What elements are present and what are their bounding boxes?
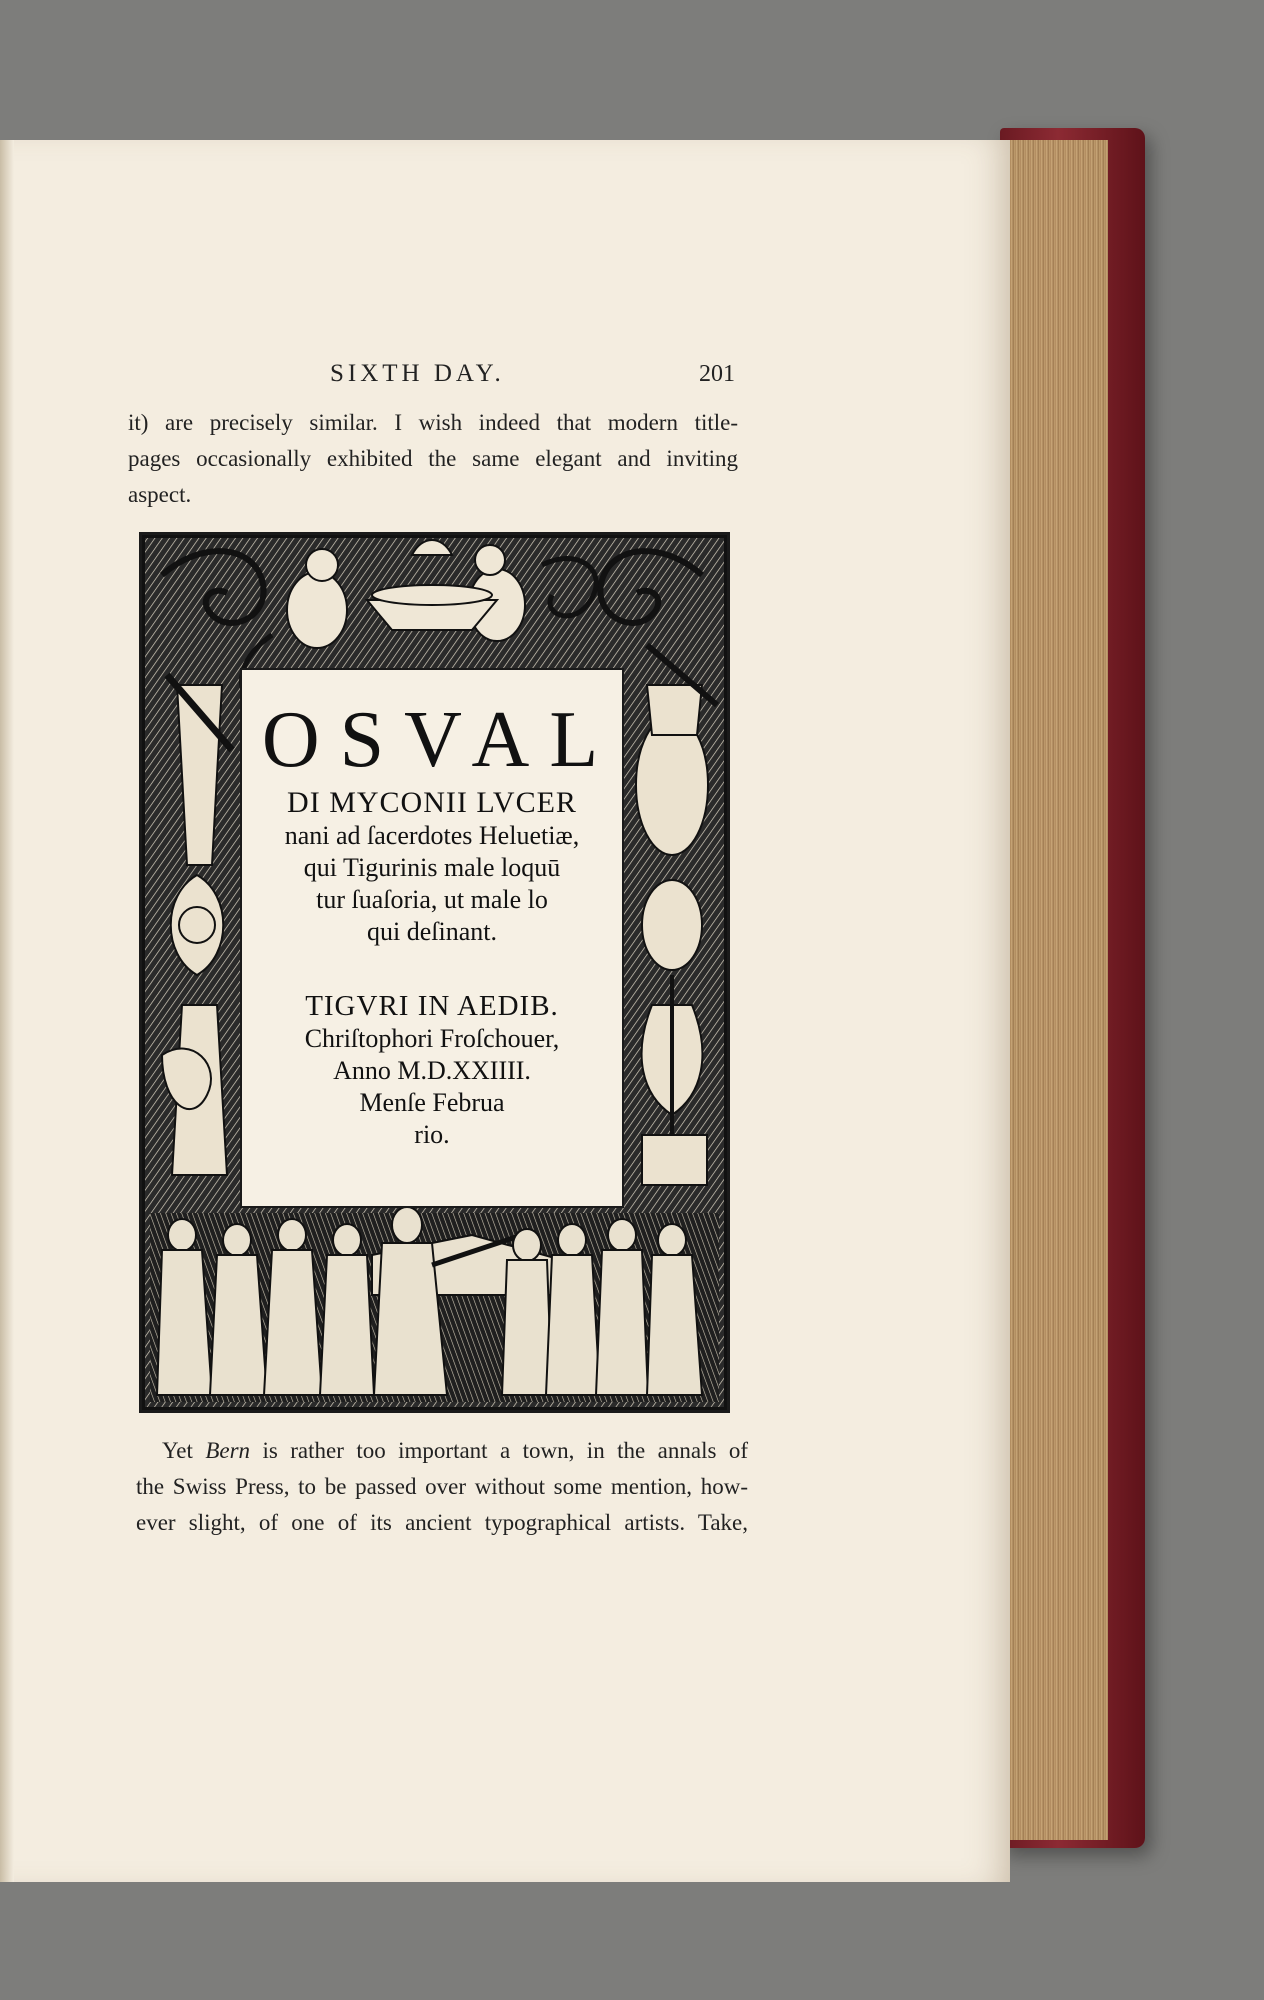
title-line-3: nani ad ſacerdotes Heluetiæ,: [284, 821, 580, 850]
page-number: 201: [699, 361, 735, 387]
running-head: [325, 360, 735, 394]
text-line: aspect.: [128, 482, 192, 507]
title-line-2: DI MYCONII LVCER: [287, 786, 577, 819]
paragraph-bottom: [136, 1433, 748, 1541]
title-line-6: qui deſinant.: [367, 917, 497, 946]
running-title: SIXTH DAY.: [330, 360, 505, 387]
text-fragment: Yet: [162, 1438, 206, 1463]
imprint-line-5: rio.: [414, 1120, 450, 1149]
imprint-line-3: Anno M.D.XXIIII.: [333, 1056, 531, 1085]
title-line-5: tur ſuaſoria, ut male lo: [316, 885, 548, 914]
text-line: pages occasionally exhibited the same elegant and inviting: [128, 446, 738, 471]
text-line: the Swiss Press, to be passed over without some mention, how-: [136, 1474, 748, 1499]
woodcut-title-panel: [240, 668, 624, 1208]
woodcut-title-page-illustration: [142, 535, 727, 1410]
paragraph-top: [128, 405, 738, 513]
woodcut-crowd-scene: [150, 1207, 719, 1402]
imprint-line-4: Menſe Februa: [359, 1088, 505, 1117]
gilt-page-edges: [1010, 140, 1108, 1840]
text-line: ever slight, of one of its ancient typographical artists. Take,: [136, 1510, 748, 1535]
title-line-4: qui Tigurinis male loquū: [303, 853, 561, 882]
italic-place-name: Bern: [205, 1438, 251, 1463]
imprint: [242, 990, 622, 1151]
text-line: it) are precisely similar. I wish indeed that modern title-: [128, 410, 738, 435]
imprint-line-1: TIGVRI IN AEDIB.: [305, 990, 559, 1022]
imprint-line-2: Chriſtophori Froſchouer,: [304, 1024, 560, 1053]
text-line: [136, 1433, 748, 1469]
text-fragment: is rather too important a town, in the annals of: [250, 1438, 749, 1463]
title-line-1: OSVAL: [261, 696, 619, 784]
page-gutter: [0, 140, 14, 1882]
book-page: [0, 140, 1010, 1882]
